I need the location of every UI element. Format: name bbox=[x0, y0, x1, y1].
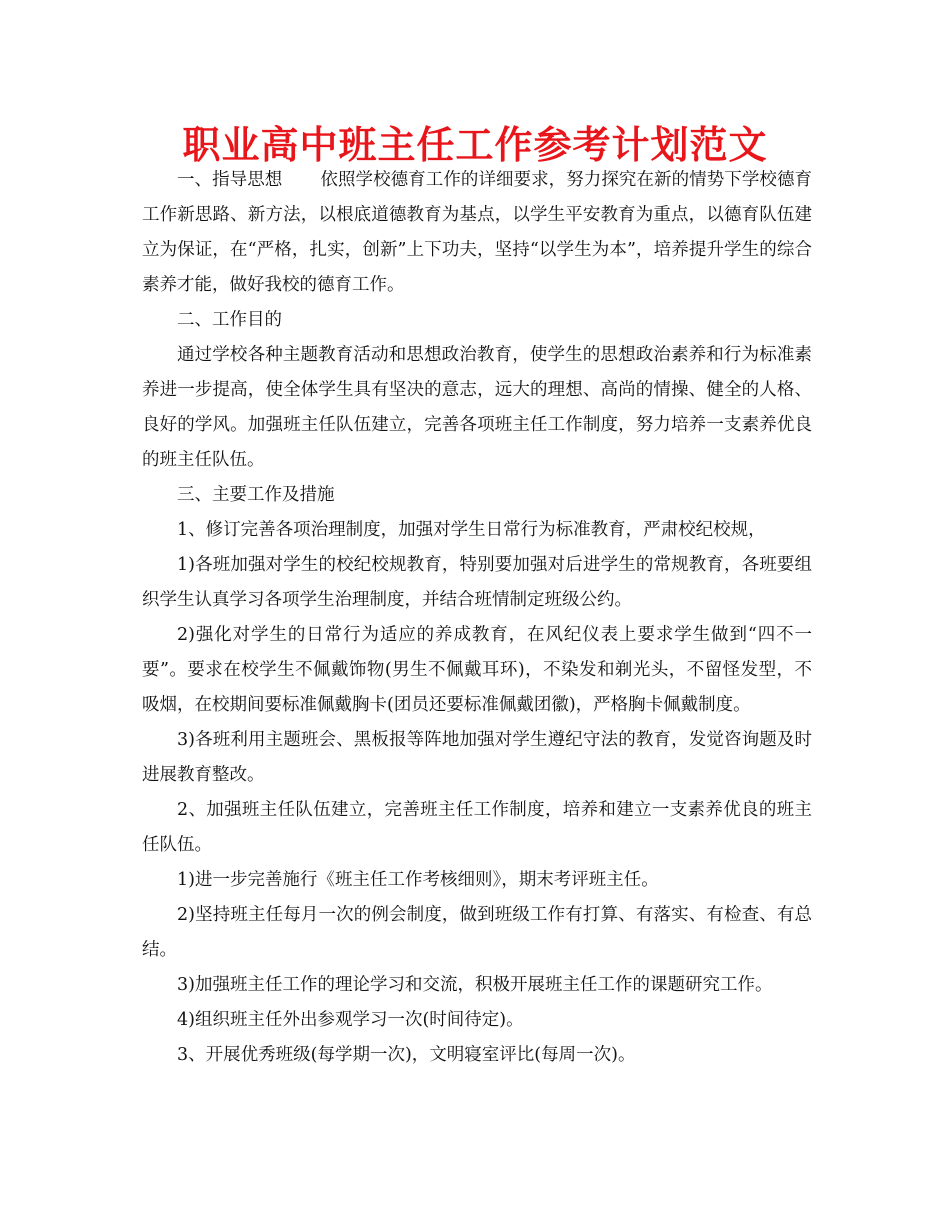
item-2-2: 2)坚持班主任每月一次的例会制度，做到班级工作有打算、有落实、有检查、有总结。 bbox=[142, 905, 812, 960]
item-1-2: 2)强化对学生的日常行为适应的养成教育，在风纪仪表上要求学生做到“四不一要”。要求在校学生不佩戴饰物(男生不佩戴耳环)，不染发和剃光头，不留怪发型，不吸烟，在校期间要标准佩戴胸卡(团员还要标准佩戴团徽)，严格胸卡佩戴制度。 bbox=[142, 625, 812, 715]
document-title: 职业高中班主任工作参考计划范文 bbox=[182, 123, 768, 167]
section-2-heading: 二、工作目的 bbox=[177, 310, 282, 330]
section-2-text: 通过学校各种主题教育活动和思想政治教育，使学生的思想政治素养和行为标准素养进一步提高，使全体学生具有坚决的意志，远大的理想、高尚的情操、健全的人格、良好的学风。加强班主任队伍建立，完善各项班主任工作制度，努力培养一支素养优良的班主任队伍。 bbox=[142, 345, 812, 470]
item-1: 1、修订完善各项治理制度，加强对学生日常行为标准教育，严肃校纪校规， bbox=[177, 520, 766, 540]
section-1-heading: 一、指导思想 bbox=[177, 170, 283, 190]
item-1-1: 1)各班加强对学生的校纪校规教育，特别要加强对后进学生的常规教育，各班要组织学生认真学习各项学生治理制度，并结合班情制定班级公约。 bbox=[142, 555, 812, 610]
section-3-heading: 三、主要工作及措施 bbox=[177, 485, 335, 505]
item-2-1: 1)进一步完善施行《班主任工作考核细则》，期末考评班主任。 bbox=[177, 870, 659, 890]
item-1-3: 3)各班利用主题班会、黑板报等阵地加强对学生遵纪守法的教育，发觉咨询题及时进展教育整改。 bbox=[142, 730, 812, 785]
item-3: 3、开展优秀班级(每学期一次)，文明寝室评比(每周一次)。 bbox=[177, 1045, 636, 1065]
document-body bbox=[142, 163, 812, 1073]
item-2-3: 3)加强班主任工作的理论学习和交流，积极开展班主任工作的课题研究工作。 bbox=[177, 975, 773, 995]
section-1-text: 依照学校德育工作的详细要求，努力探究在新的情势下学校德育工作新思路、新方法，以根底道德教育为基点，以学生平安教育为重点，以德育队伍建立为保证，在“严格，扎实，创新”上下功夫，坚持“以学生为本”，培养提升学生的综合素养才能，做好我校的德育工作。 bbox=[142, 170, 813, 295]
item-2: 2、加强班主任队伍建立，完善班主任工作制度，培养和建立一支素养优良的班主任队伍。 bbox=[142, 800, 812, 855]
item-2-4: 4)组织班主任外出参观学习一次(时间待定)。 bbox=[177, 1010, 524, 1030]
section-1-paragraph bbox=[142, 163, 812, 303]
